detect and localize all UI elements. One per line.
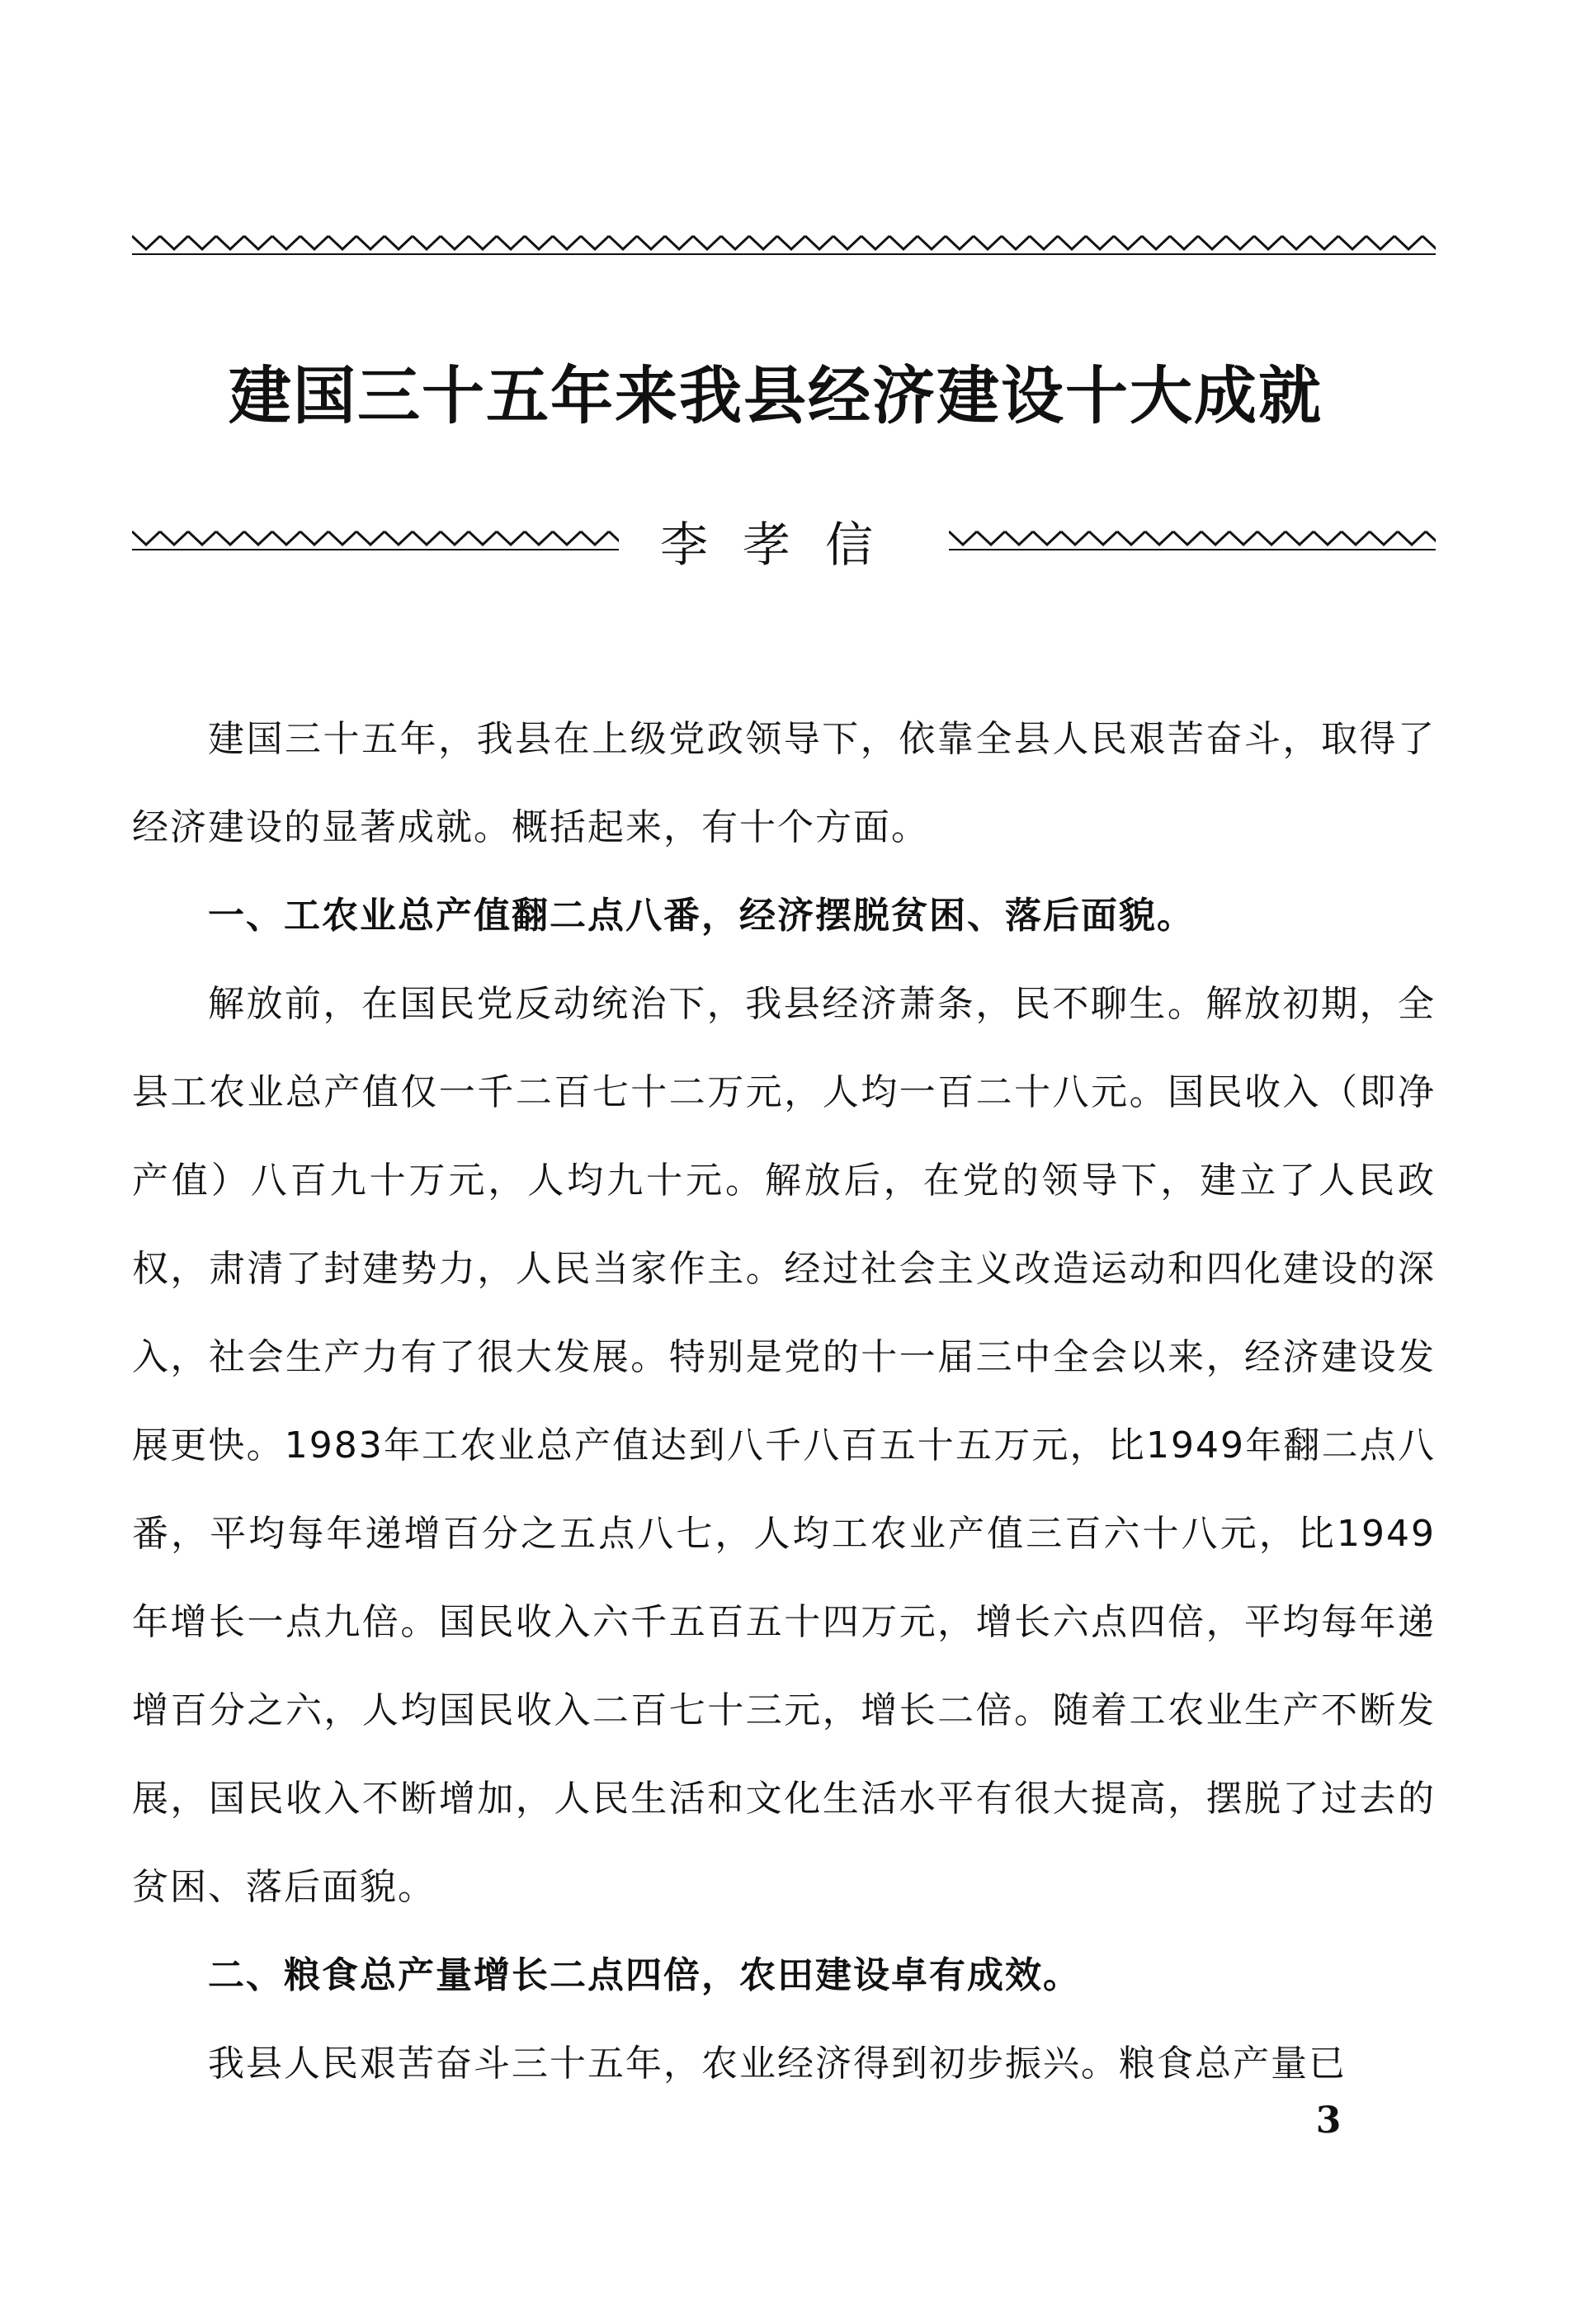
top-zigzag-ornament: [132, 233, 1436, 257]
article-body: [132, 695, 1436, 2108]
section-1-paragraph: 解放前，在国民党反动统治下，我县经济萧条，民不聊生。解放初期，全县工农业总产值仅一千二百七十二万元，人均一百二十八元。国民收入（即净产值）八百九十万元，人均九十元。解放后，在党的领导下，建立了人民政权，肃清了封建势力，人民当家作主。经过社会主义改造运动和四化建设的深入，社会生产力有了很大发展。特别是党的十一届三中全会以来，经济建设发展更快。1983年工农业总产值达到八千八百五十五万元，比1949年翻二点八番，平均每年递增百分之五点八七，人均工农业产值三百六十八元，比1949年增长一点九倍。国民收入六千五百五十四万元，增长六点四倍，平均每年递增百分之六，人均国民收入二百七十三元，增长二倍。随着工农业生产不断发展，国民收入不断增加，人民生活和文化生活水平有很大提高，摆脱了过去的贫困、落后面貌。: [132, 983, 1436, 1908]
page-number: 3: [1315, 2100, 1342, 2142]
intro-paragraph: 建国三十五年，我县在上级党政领导下，依靠全县人民艰苦奋斗，取得了经济建设的显著成就。概括起来，有十个方面。: [132, 718, 1436, 848]
author-right-zigzag-ornament: [949, 528, 1436, 553]
author-name: 李孝信: [659, 517, 908, 573]
author-left-zigzag-ornament: [132, 528, 619, 553]
top-decorative-border: [132, 233, 1436, 257]
section-1-heading: 一、工农业总产值翻二点八番，经济摆脱贫困、落后面貌。: [208, 895, 1195, 937]
section-2-heading: 二、粮食总产量增长二点四倍，农田建设卓有成效。: [208, 1954, 1081, 1996]
author-left-decorative-border: [132, 528, 619, 553]
section-2-paragraph: 我县人民艰苦奋斗三十五年，农业经济得到初步振兴。粮食总产量已: [208, 2043, 1347, 2085]
article-title: 建国三十五年来我县经济建设十大成就: [229, 359, 1323, 432]
author-right-decorative-border: [949, 528, 1436, 553]
